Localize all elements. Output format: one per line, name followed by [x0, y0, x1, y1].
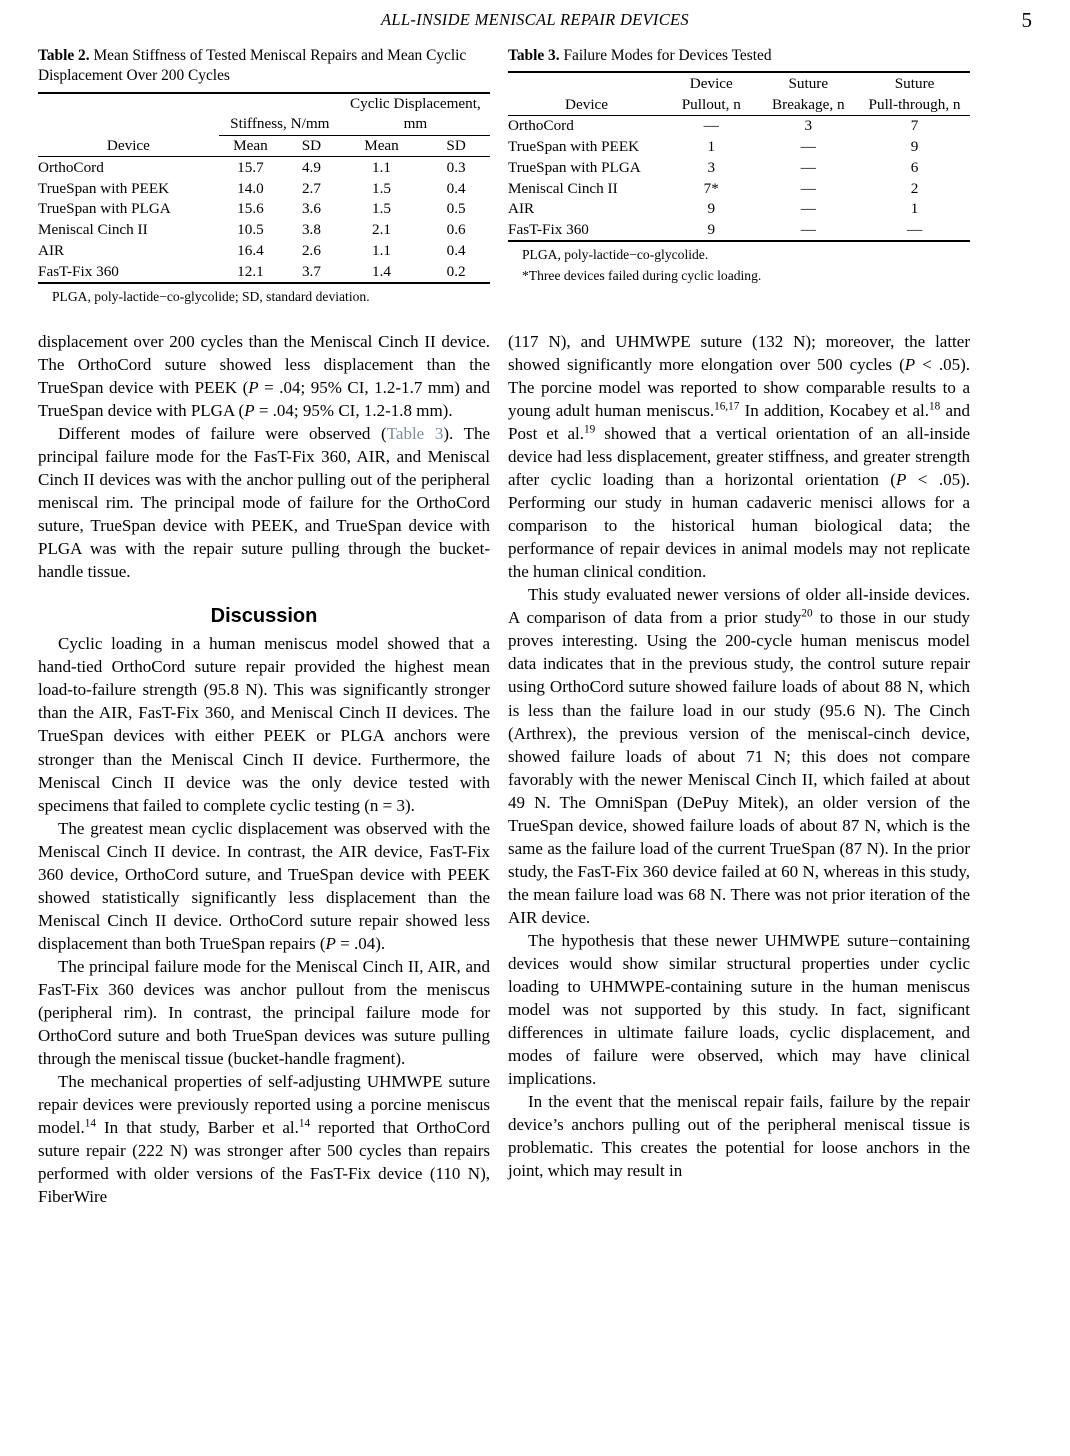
- table-2-label: Table 2.: [38, 47, 90, 64]
- para-text: displacement over 200 cycles than the Meniscal Cinch II device. The OrthoCord suture showed less displacement than the TrueSpan device with PEEK (: [38, 332, 490, 398]
- para-text: In that study, Barber et al.: [95, 1118, 299, 1137]
- table-3-cell-pullout: 7*: [703, 179, 719, 197]
- table-2-group-header-displacement: Cyclic Displacement, mm: [341, 93, 490, 136]
- table-2-cell-stiffness-mean: 15.6: [237, 200, 264, 218]
- table-3-cell-device: TrueSpan with PLGA: [508, 158, 641, 176]
- table-row: [508, 220, 970, 242]
- table-3-cell-device: TrueSpan with PEEK: [508, 138, 640, 156]
- table-row: [38, 157, 490, 178]
- table-3-cell-pullout: 1: [707, 138, 716, 156]
- paragraph-discussion-4: [38, 1070, 490, 1208]
- statistic-symbol: P: [325, 933, 336, 953]
- table-3-header-pullthrough: Pull-through, n: [859, 94, 970, 115]
- left-column-body: [38, 330, 490, 1208]
- table-2-cell-stiffness-mean: 16.4: [237, 241, 264, 259]
- citation-reference[interactable]: 19: [584, 423, 596, 436]
- table-2-header-disp-mean: Mean: [341, 135, 422, 157]
- table-2-cell-device: Meniscal Cinch II: [38, 221, 148, 239]
- table-2-group-header-row: [38, 93, 490, 136]
- table-2-cell-disp-sd: 0.4: [446, 179, 466, 197]
- table-3-cell-pullout: 9: [707, 200, 716, 218]
- table-3-cell-breakage: —: [800, 158, 816, 176]
- table-3-caption-text: Failure Modes for Devices Tested: [563, 47, 772, 64]
- table-3-cell-breakage: —: [800, 138, 816, 156]
- table-3-cell-breakage: —: [800, 200, 816, 218]
- table-2-cell-disp-sd: 0.2: [422, 261, 490, 283]
- table-3-caption: [508, 46, 970, 66]
- para-text: = .04).: [335, 933, 386, 953]
- paragraph-discussion-2: [38, 817, 490, 955]
- right-column-top: [508, 46, 970, 285]
- table-3-cell-breakage: —: [757, 220, 859, 242]
- table-2-header-stiffness-mean: Mean: [219, 135, 282, 157]
- table-3-footnote-1: PLGA, poly-lactide−co-glycolide.: [522, 247, 709, 263]
- table-row: [508, 157, 970, 178]
- table-row: [508, 178, 970, 199]
- table-3-cross-reference-link[interactable]: Table 3: [386, 424, 444, 444]
- table-2-cell-stiffness-sd: 2.7: [301, 179, 321, 197]
- table-3-grid: [508, 71, 970, 242]
- table-2-cell-disp-mean: 2.1: [372, 221, 391, 239]
- table-2-cell-disp-mean: 1.4: [341, 261, 422, 283]
- right-column-body: [508, 330, 970, 1182]
- para-text: The mechanical properties of self-adjusting UHMWPE suture repair devices were previously reported using a porcine meniscus model.: [38, 1071, 490, 1137]
- table-2-header-device: Device: [38, 135, 219, 157]
- para-text: ). The principal failure mode for the FasT-Fix 360, AIR, and Meniscal Cinch II devices was with the anchor pulling out of the peripheral meniscal rim. The principal mode of failure for the OrthoCord suture, TrueSpan device with PEEK, and TrueSpan device with PLGA was with the repair suture pulling through the bucket-handle tissue.: [38, 424, 491, 582]
- table-2-cell-device: OrthoCord: [38, 158, 104, 176]
- table-3-header-pullout: Pullout, n: [665, 94, 757, 115]
- table-2-caption-text: Mean Stiffness of Tested Meniscal Repairs and Mean Cyclic Displacement Over 200 Cycles: [38, 47, 467, 85]
- table-3-cell-pullthrough: 2: [910, 179, 919, 197]
- table-2-footnote: PLGA, poly-lactide−co-glycolide; SD, standard deviation.: [52, 288, 370, 304]
- table-2-cell-stiffness-mean: 14.0: [237, 179, 264, 197]
- table-3-header-pullthrough-line1: Suture: [859, 72, 970, 94]
- paragraph-continued-right: [508, 330, 970, 583]
- table-2-header-row: [38, 135, 490, 157]
- table-3-cell-device: OrthoCord: [508, 117, 574, 135]
- table-3-label: Table 3.: [508, 47, 560, 64]
- table-3-header-breakage: Breakage, n: [757, 94, 859, 115]
- table-2-cell-stiffness-mean: 10.5: [237, 221, 264, 239]
- paragraph-discussion-3: The principal failure mode for the Meniscal Cinch II, AIR, and FasT-Fix 360 devices was anchor pullout from the meniscus (peripheral rim). In contrast, the principal failure mode for OrthoCord suture and both TrueSpan devices was suture pulling through the meniscal tissue (bucket-handle fragment).: [38, 956, 490, 1068]
- table-2: [38, 46, 490, 306]
- table-3-header-breakage-line1: Suture: [757, 72, 859, 94]
- statistic-symbol: P: [244, 401, 255, 421]
- para-text: showed that a vertical orientation of an all-inside device had less displacement, greater stiffness, and greater strength after cyclic loading than a horizontal orientation (: [508, 424, 970, 490]
- page-number: 5: [1021, 8, 1032, 32]
- section-heading-discussion: Discussion: [210, 605, 318, 628]
- table-3-cell-device: Meniscal Cinch II: [508, 179, 618, 197]
- para-text: < .05). The porcine model was reported to show comparable results to a young adult human meniscus.: [508, 355, 970, 421]
- table-2-cell-stiffness-mean: 15.7: [237, 158, 264, 176]
- table-3-header-row-line2: [508, 94, 970, 115]
- statistic-symbol: P: [904, 355, 916, 375]
- table-2-cell-device: TrueSpan with PEEK: [38, 179, 170, 197]
- table-2-cell-disp-sd: 0.4: [446, 241, 466, 259]
- table-2-cell-stiffness-sd: 4.9: [301, 158, 321, 176]
- para-text: = .04; 95% CI, 1.2-1.8 mm).: [254, 401, 453, 421]
- table-3-cell-pullout: —: [703, 117, 719, 135]
- para-text: In addition, Kocabey et al.: [739, 401, 929, 421]
- table-row: [38, 178, 490, 199]
- citation-reference[interactable]: 18: [928, 400, 941, 413]
- table-3-header-device: Device: [508, 94, 665, 115]
- table-2-group-header-blank: [38, 93, 219, 136]
- table-2-cell-device: FasT-Fix 360: [38, 261, 219, 283]
- table-3-cell-device: AIR: [508, 200, 535, 218]
- statistic-symbol: P: [895, 470, 907, 490]
- table-2-group-header-stiffness: Stiffness, N/mm: [219, 93, 341, 136]
- running-head: [38, 10, 1032, 36]
- table-3: [508, 46, 970, 285]
- para-text: to those in our study proves interesting. Using the 200-cycle human meniscus model data indicates that in the previous study, the control suture repair using OrthoCord suture showed failure loads of about 88 N, which is less than the failure load in our study (95.6 N). The Cinch (Arthrex), the previous version of the meniscal-cinch device, showed failure loads of about 71 N; this does not compare favorably with the newer Meniscal Cinch II, which failed at about 49 N. The OmniSpan (DePuy Mitek), an older version of the TrueSpan device, showed failure loads of about 87 N, which is the same as the failure load of the current TrueSpan (87 N). In the prior study, the FasT-Fix 360 device failed at 60 N, whereas in this study, the mean failure load was 68 N. There was not prior iteration of the AIR device.: [508, 608, 970, 927]
- paragraph-prior-study: [508, 583, 970, 928]
- table-3-cell-pullthrough: 6: [910, 158, 919, 176]
- para-text: and Post et al.: [508, 401, 971, 444]
- table-3-footnote-2: *Three devices failed during cyclic loading.: [522, 267, 762, 283]
- table-3-cell-breakage: —: [800, 179, 816, 197]
- table-2-caption: [38, 46, 490, 87]
- para-text: < .05). Performing our study in human cadaveric menisci allows for a comparison to the historical human biological data; the performance of repair devices in animal models may not replicate the human clinical condition.: [508, 470, 970, 582]
- table-3-header-pullout-line1: Device: [665, 72, 757, 94]
- left-column-top: [38, 46, 490, 306]
- table-row: [38, 199, 490, 220]
- table-2-cell-device: TrueSpan with PLGA: [38, 200, 171, 218]
- para-text: = .04; 95% CI, 1.2-1.7 mm) and TrueSpan device with PLGA (: [38, 378, 490, 421]
- table-2-header-stiffness-sd: SD: [282, 135, 341, 157]
- table-row: [38, 261, 490, 283]
- para-text: Different modes of failure were observed (: [58, 424, 387, 444]
- paragraph-hypothesis: The hypothesis that these newer UHMWPE suture−containing devices would show similar structural properties under cyclic loading to UHMWPE-containing suture in the human meniscus model was not supported by this study. In fact, significant differences in ultimate failure loads, cyclic displacement, and modes of failure were observed, which may have clinical implications.: [508, 930, 970, 1088]
- table-2-cell-disp-mean: 1.5: [372, 179, 391, 197]
- table-2-cell-disp-sd: 0.6: [446, 221, 466, 239]
- table-row: [38, 240, 490, 261]
- table-2-cell-stiffness-mean: 12.1: [219, 261, 282, 283]
- paragraph-failure-implications: In the event that the meniscal repair fails, failure by the repair device’s anchors pulling out of the peripheral meniscal tissue is problematic. This creates the potential for loose anchors in the joint, which may result in: [508, 1092, 970, 1181]
- table-3-header-blank: [508, 72, 665, 94]
- citation-reference[interactable]: 14: [84, 1117, 96, 1130]
- para-text: This study evaluated newer versions of older all-inside devices. A comparison of data from a prior study: [508, 585, 970, 628]
- table-2-cell-disp-sd: 0.3: [446, 158, 466, 176]
- running-head-title: ALL-INSIDE MENISCAL REPAIR DEVICES: [381, 10, 689, 29]
- table-3-cell-pullthrough: 1: [910, 200, 919, 218]
- table-2-cell-disp-mean: 1.1: [372, 241, 391, 259]
- table-3-cell-pullout: 3: [707, 158, 716, 176]
- table-2-cell-disp-mean: 1.1: [372, 158, 391, 176]
- table-3-cell-pullout: 9: [665, 220, 757, 242]
- table-row: [508, 137, 970, 158]
- para-text: (117 N), and UHMWPE suture (132 N); moreover, the latter showed significantly more elongation over 500 cycles (: [508, 332, 970, 375]
- table-2-cell-device: AIR: [38, 241, 65, 259]
- table-3-cell-pullthrough: 7: [910, 117, 919, 135]
- para-text: The greatest mean cyclic displacement was observed with the Meniscal Cinch II device. In contrast, the AIR device, FasT-Fix 360 device, OrthoCord suture, and TrueSpan device with PEEK showed statistically significantly less displacement than the Meniscal Cinch II device. OrthoCord suture repair showed less displacement than both TrueSpan repairs (: [38, 818, 490, 953]
- table-2-cell-stiffness-sd: 2.6: [301, 241, 321, 259]
- table-2-cell-stiffness-sd: 3.8: [301, 221, 321, 239]
- statistic-symbol: P: [248, 378, 259, 398]
- para-text: reported that OrthoCord suture repair (222 N) was stronger after 500 cycles than repairs performed with older versions of the FasT-Fix device (110 N), FiberWire: [38, 1118, 490, 1207]
- table-3-cell-pullthrough: 9: [910, 138, 919, 156]
- table-2-cell-disp-sd: 0.5: [446, 200, 466, 218]
- table-3-cell-device: FasT-Fix 360: [508, 220, 665, 242]
- table-2-header-disp-sd: SD: [422, 135, 490, 157]
- table-row: [38, 220, 490, 241]
- table-row: [508, 199, 970, 220]
- table-2-cell-stiffness-sd: 3.6: [301, 200, 321, 218]
- table-2-cell-disp-mean: 1.5: [372, 200, 391, 218]
- citation-reference[interactable]: 16,17: [714, 400, 740, 413]
- citation-reference[interactable]: 14: [298, 1117, 311, 1130]
- table-2-cell-stiffness-sd: 3.7: [282, 261, 341, 283]
- table-3-header-row-line1: [508, 72, 970, 94]
- table-3-cell-breakage: 3: [804, 117, 813, 135]
- paragraph-failure-modes: [38, 422, 490, 583]
- paragraph-discussion-1: Cyclic loading in a human meniscus model showed that a hand-tied OrthoCord suture repair provided the highest mean load-to-failure strength (95.8 N). This was significantly stronger than the AIR, FasT-Fix 360, and Meniscal Cinch II devices. The TrueSpan devices with either PEEK or PLGA anchors were stronger than the Meniscal Cinch II device. Furthermore, the Meniscal Cinch II device was the only device tested with specimens that failed to complete cyclic testing (n = 3).: [38, 634, 490, 815]
- citation-reference[interactable]: 20: [801, 607, 813, 620]
- paragraph-continued: [38, 330, 490, 422]
- table-row: [508, 115, 970, 136]
- table-3-cell-pullthrough: —: [859, 220, 970, 242]
- table-2-grid: [38, 92, 490, 284]
